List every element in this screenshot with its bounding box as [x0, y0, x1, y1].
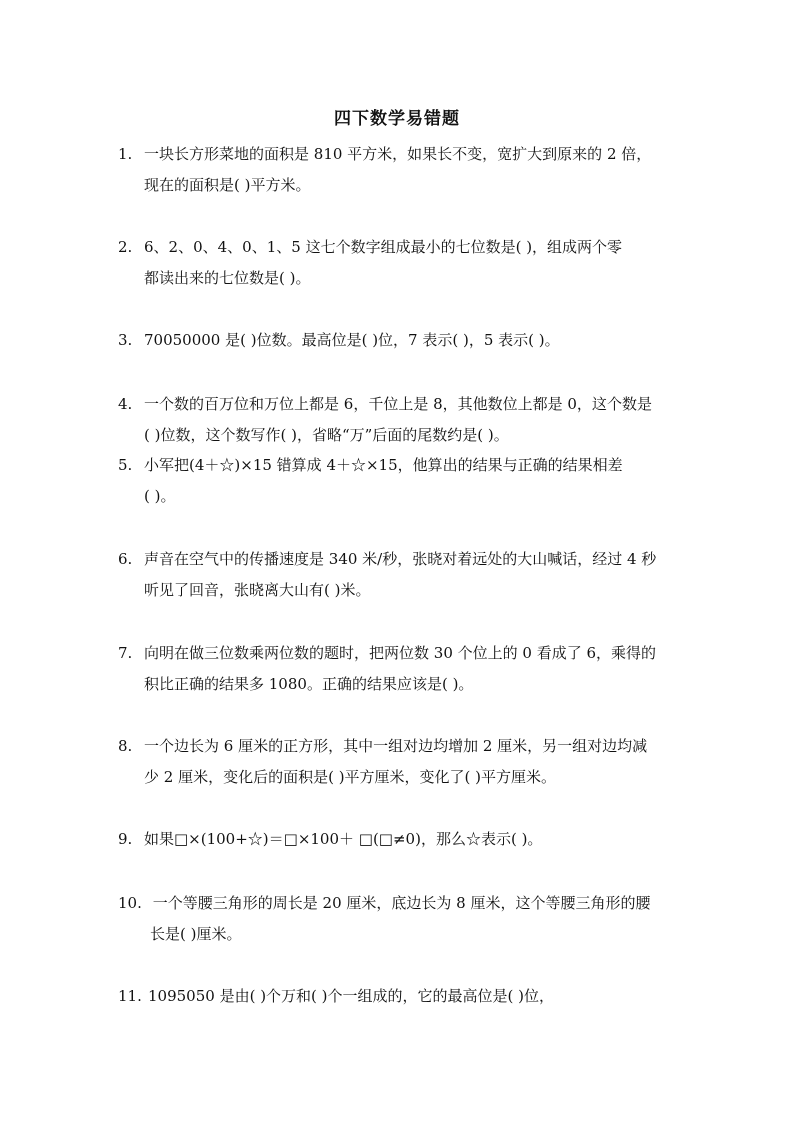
question-4 [118, 389, 688, 451]
question-text: 声音在空气中的传播速度是 340 米/秒，张晓对着远处的大山喊话，经过 4 秒 [144, 550, 657, 568]
page-title: 四下数学易错题 [334, 109, 460, 129]
question-number: 6. [118, 550, 133, 568]
question-number: 7. [118, 644, 133, 662]
question-number: 5. [118, 456, 133, 474]
question-8 [118, 731, 688, 793]
question-text: 如果□×(100+☆)＝□×100＋ □(□≠0)，那么☆表示( )。 [144, 830, 543, 848]
question-text: 一个数的百万位和万位上都是 6，千位上是 8，其他数位上都是 0，这个数是 [144, 395, 652, 413]
question-1 [118, 139, 688, 201]
question-7 [118, 638, 688, 700]
question-text: 一个边长为 6 厘米的正方形，其中一组对边均增加 2 厘米，另一组对边均减 [144, 737, 648, 755]
question-text: 一个等腰三角形的周长是 20 厘米，底边长为 8 厘米，这个等腰三角形的腰 [148, 894, 651, 912]
question-text-continued: 听见了回音，张晓离大山有( )米。 [144, 581, 371, 599]
question-number: 1. [118, 145, 133, 163]
question-number: 2. [118, 238, 133, 256]
question-text-continued: ( )。 [144, 487, 176, 505]
question-2 [118, 232, 688, 294]
question-number: 11. [118, 987, 142, 1005]
question-11 [118, 981, 688, 1012]
question-10 [118, 888, 688, 950]
question-number: 8. [118, 737, 133, 755]
question-number: 9. [118, 830, 133, 848]
question-text-continued: 长是( )厘米。 [150, 925, 242, 943]
question-text: 小军把(4＋☆)×15 错算成 4＋☆×15，他算出的结果与正确的结果相差 [144, 456, 623, 474]
question-text-continued: 现在的面积是( )平方米。 [144, 176, 311, 194]
question-text-continued: ( )位数，这个数写作( )，省略“万”后面的尾数约是( )。 [144, 426, 509, 444]
question-text-continued: 都读出来的七位数是( )。 [144, 269, 311, 287]
question-9 [118, 824, 688, 855]
question-text: 一块长方形菜地的面积是 810 平方米，如果长不变，宽扩大到原来的 2 倍， [144, 145, 652, 163]
question-3 [118, 325, 688, 356]
question-text: 70050000 是( )位数。最高位是( )位，7 表示( )，5 表示( )。 [144, 331, 560, 349]
question-text-continued: 积比正确的结果多 1080。正确的结果应该是( )。 [144, 675, 474, 693]
question-6 [118, 544, 688, 606]
question-text: 1095050 是由( )个万和( )个一组成的，它的最高位是( )位， [148, 987, 554, 1005]
question-text: 向明在做三位数乘两位数的题时，把两位数 30 个位上的 0 看成了 6，乘得的 [144, 644, 657, 662]
question-5 [118, 450, 688, 512]
question-number: 3. [118, 331, 133, 349]
question-number: 4. [118, 395, 133, 413]
question-number: 10. [118, 894, 142, 912]
question-text: 6、2、0、4、0、1、5 这七个数字组成最小的七位数是( )，组成两个零 [144, 238, 623, 256]
question-text-continued: 少 2 厘米，变化后的面积是( )平方厘米，变化了( )平方厘米。 [144, 768, 557, 786]
